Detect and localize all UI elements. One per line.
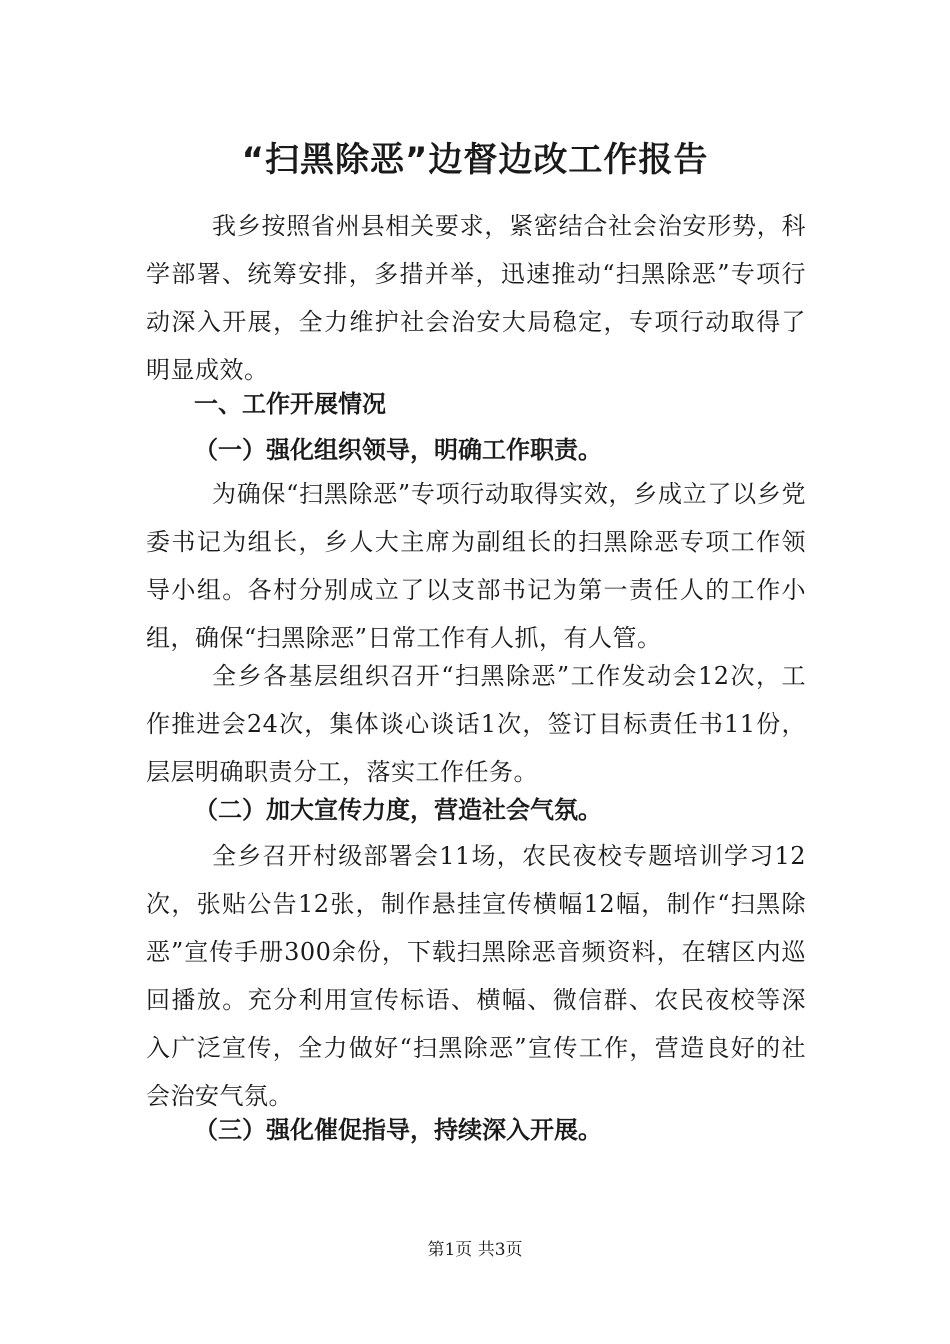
- subsection1-paragraph-2: 全乡各基层组织召开“扫黑除恶”工作发动会12次，工作推进会24次，集体谈心谈话1次，签订目标责任书11份，层层明确职责分工，落实工作任务。: [146, 662, 806, 786]
- section-heading-1: 一、工作开展情况: [194, 390, 386, 418]
- document-title: “扫黑除恶”边督边改工作报告: [241, 140, 709, 180]
- subsection-heading-2: （二）加大宣传力度，营造社会气氛。: [194, 796, 602, 824]
- page-number: 第1页 共3页: [427, 1240, 523, 1260]
- subsection2-paragraph-1: 全乡召开村级部署会11场，农民夜校专题培训学习12次，张贴公告12张，制作悬挂宣传横幅12幅，制作“扫黑除恶”宣传手册300余份，下载扫黑除恶音频资料，在辖区内巡回播放。充分利用宣传标语、横幅、微信群、农民夜校等深入广泛宣传，全力做好“扫黑除恶”宣传工作，营造良好的社会治安气氛。: [146, 842, 806, 1110]
- subsection1-paragraph-1: 为确保“扫黑除恶”专项行动取得实效，乡成立了以乡党委书记为组长，乡人大主席为副组长的扫黑除恶专项工作领导小组。各村分别成立了以支部书记为第一责任人的工作小组，确保“扫黑除恶”日常工作有人抓，有人管。: [146, 480, 806, 652]
- intro-paragraph: 我乡按照省州县相关要求，紧密结合社会治安形势，科学部署、统筹安排，多措并举，迅速推动“扫黑除恶”专项行动深入开展，全力维护社会治安大局稳定，专项行动取得了明显成效。: [146, 212, 806, 384]
- subsection-heading-1: （一）强化组织领导，明确工作职责。: [194, 436, 602, 464]
- subsection-heading-3: （三）强化催促指导，持续深入开展。: [194, 1116, 602, 1144]
